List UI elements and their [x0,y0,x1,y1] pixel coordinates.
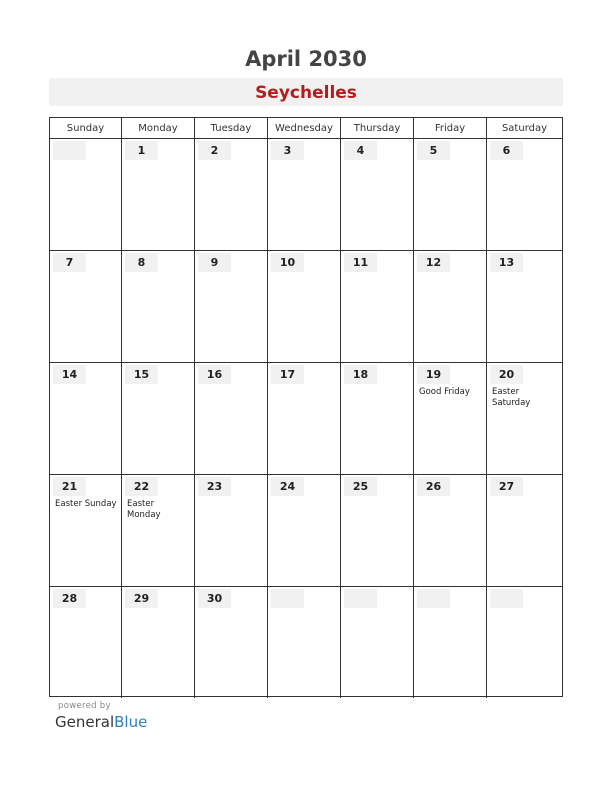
day-number: 24 [271,477,304,496]
weekday-tuesday: Tuesday [195,118,268,138]
weekday-thursday: Thursday [341,118,414,138]
holiday-label: Easter Saturday [492,387,531,408]
day-number: 12 [417,253,450,272]
day-number: 15 [125,365,158,384]
day-cell[interactable] [122,363,195,474]
day-number: 3 [271,141,304,160]
day-number: 23 [198,477,231,496]
day-number: 5 [417,141,450,160]
day-number: 11 [344,253,377,272]
weekday-monday: Monday [122,118,195,138]
country-banner [49,78,563,106]
day-number [417,589,450,608]
day-cell[interactable] [341,475,414,586]
month-title: April 2030 [245,47,367,71]
day-cell[interactable] [122,475,195,586]
day-number [271,589,304,608]
day-number [53,141,86,160]
day-number: 26 [417,477,450,496]
generalblue-logo[interactable] [55,713,147,731]
day-cell[interactable] [341,587,414,698]
holiday-label: Easter Sunday [55,499,117,509]
weekday-friday: Friday [414,118,487,138]
day-cell[interactable] [122,139,195,250]
brand-blue: Blue [114,713,148,731]
day-number: 18 [344,365,377,384]
day-cell[interactable] [341,251,414,362]
day-number: 29 [125,589,158,608]
powered-by-text: powered by [58,701,111,711]
day-cell[interactable] [50,475,122,586]
holiday-label: Easter Monday [127,499,161,520]
day-number: 17 [271,365,304,384]
day-number [344,589,377,608]
day-cell[interactable] [268,363,341,474]
calendar-grid [49,117,563,697]
week-row [50,475,562,587]
day-cell[interactable] [195,587,268,698]
day-number: 1 [125,141,158,160]
day-number: 16 [198,365,231,384]
holiday-label: Good Friday [419,387,470,397]
day-number: 6 [490,141,523,160]
day-number: 21 [53,477,86,496]
week-row [50,139,562,251]
weekday-saturday: Saturday [501,123,548,134]
day-number: 28 [53,589,86,608]
day-number: 22 [125,477,158,496]
day-cell[interactable] [414,475,487,586]
weekday-sunday: Sunday [50,118,122,138]
day-number: 2 [198,141,231,160]
day-cell[interactable] [487,363,562,474]
day-cell[interactable] [268,587,341,698]
weekday-header-row [50,118,562,139]
day-cell[interactable] [268,475,341,586]
day-number: 7 [53,253,86,272]
day-cell[interactable] [487,251,562,362]
day-cell[interactable] [50,251,122,362]
day-cell[interactable] [195,139,268,250]
day-number: 4 [344,141,377,160]
day-cell[interactable] [487,587,562,698]
day-number: 20 [490,365,523,384]
day-number: 8 [125,253,158,272]
week-row [50,587,562,699]
day-cell[interactable] [341,139,414,250]
day-number: 13 [490,253,523,272]
day-number: 9 [198,253,231,272]
weekday-wednesday: Wednesday [268,118,341,138]
day-cell[interactable] [414,251,487,362]
day-cell[interactable] [195,363,268,474]
week-row [50,251,562,363]
day-cell[interactable] [50,139,122,250]
day-number [490,589,523,608]
day-cell[interactable] [414,139,487,250]
day-number: 14 [53,365,86,384]
country-name: Seychelles [255,83,357,103]
day-cell[interactable] [268,139,341,250]
day-cell[interactable] [195,251,268,362]
day-number: 10 [271,253,304,272]
day-cell[interactable] [487,475,562,586]
day-cell[interactable] [195,475,268,586]
brand-general: General [55,713,115,731]
day-cell[interactable] [341,363,414,474]
week-row [50,363,562,475]
day-cell[interactable] [487,139,562,250]
day-cell[interactable] [414,587,487,698]
day-cell[interactable] [50,363,122,474]
day-cell[interactable] [414,363,487,474]
day-cell[interactable] [122,251,195,362]
day-number: 30 [198,589,231,608]
day-cell[interactable] [122,587,195,698]
day-number: 25 [344,477,377,496]
day-number: 27 [490,477,523,496]
day-cell[interactable] [50,587,122,698]
day-number: 19 [417,365,450,384]
day-cell[interactable] [268,251,341,362]
